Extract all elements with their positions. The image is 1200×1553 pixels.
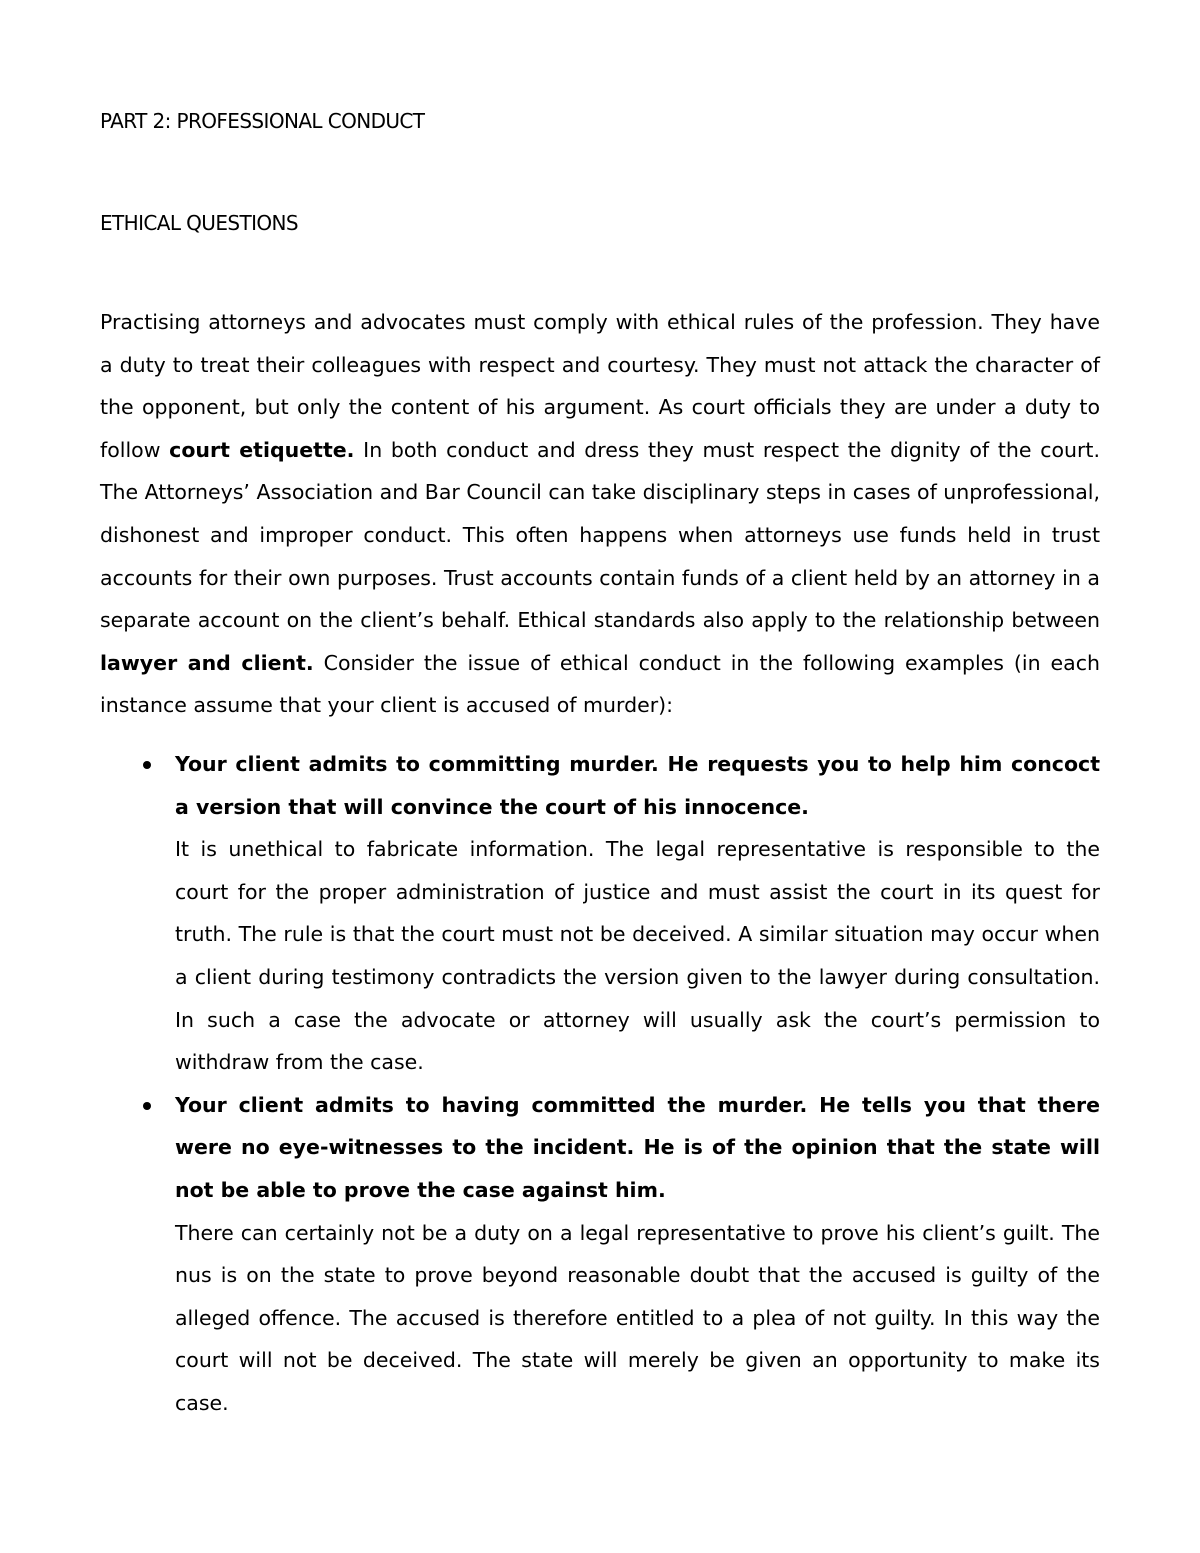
- example-item: [100, 743, 1100, 1084]
- example-answer: There can certainly not be a duty on a legal representative to prove his client’s guilt. The nus is on the state to prove beyond reasonable doubt that the accused is guilty of the alleged offence. The accused is therefore entitled to a plea of not guilty. In this way the court will not be deceived. The state will merely be given an opportunity to make its case.: [175, 1220, 1100, 1415]
- intro-bold-lawyer-client: lawyer and client.: [100, 650, 314, 675]
- example-question: Your client admits to committing murder. He requests you to help him concoct a version that will convince the court of his innocence.: [175, 752, 1100, 819]
- intro-text-3: Consider the issue of ethical conduct in the following examples (in each instance assume that your client is accused of murder):: [100, 650, 1100, 718]
- intro-text-1: Practising attorneys and advocates must comply with ethical rules of the profession. They have a duty to treat their colleagues with respect and courtesy. They must not attack the character of the opponent, but only the content of his argument. As court officials they are under a duty to follow: [100, 310, 1100, 462]
- intro-bold-court-etiquette: court etiquette.: [169, 437, 355, 462]
- example-question: Your client admits to having committed the murder. He tells you that there were no eye-witnesses to the incident. He is of the opinion that the state will not be able to prove the case against him.: [175, 1092, 1100, 1202]
- intro-text-2: In both conduct and dress they must respect the dignity of the court. The Attorneys’ Association and Bar Council can take disciplinary steps in cases of unprofessional, dishonest and improper conduct. This often happens when attorneys use funds held in trust accounts for their own purposes. Trust accounts contain funds of a client held by an attorney in a separate account on the client’s behalf. Ethical standards also apply to the relationship between: [100, 437, 1101, 633]
- section-heading: ETHICAL QUESTIONS: [100, 211, 298, 235]
- part-heading: PART 2: PROFESSIONAL CONDUCT: [100, 109, 425, 133]
- example-item: [100, 1084, 1100, 1425]
- intro-paragraph: [100, 301, 1100, 727]
- bullet-icon: [143, 1102, 151, 1110]
- examples-list: [100, 743, 1100, 1425]
- bullet-icon: [143, 761, 151, 769]
- example-answer: It is unethical to fabricate information. The legal representative is responsible to the court for the proper administration of justice and must assist the court in its quest for truth. The rule is that the court must not be deceived. A similar situation may occur when a client during testimony contradicts the version given to the lawyer during consultation. In such a case the advocate or attorney will usually ask the court’s permission to withdraw from the case.: [175, 837, 1100, 1075]
